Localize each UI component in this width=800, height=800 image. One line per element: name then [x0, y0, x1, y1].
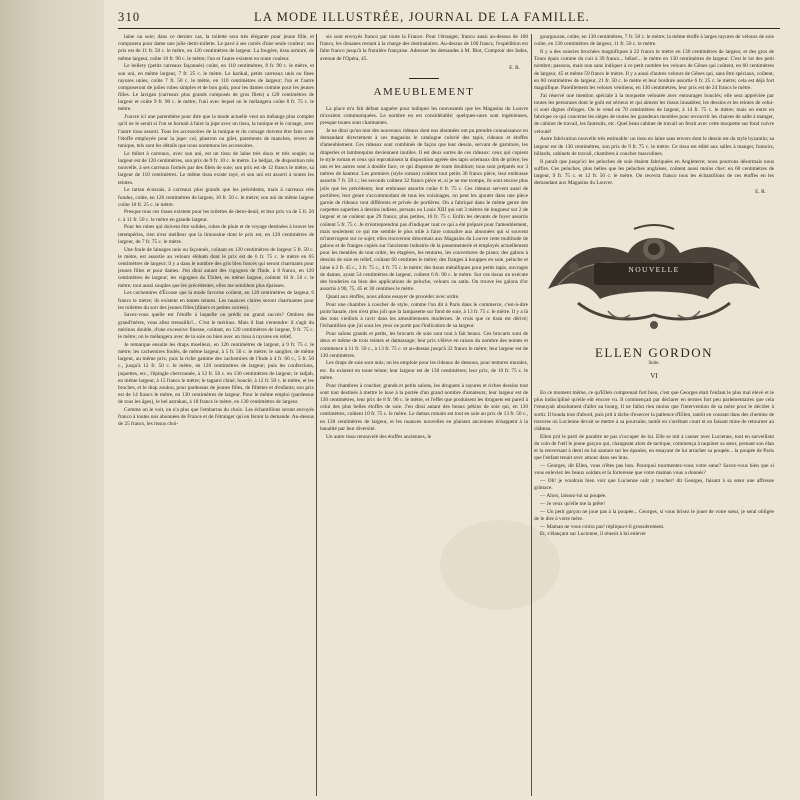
paragraph: Pour une chambre à coucher de style, comme l'on dit à Paris dans le commerce, c'est-à-dire point banale, rien n'est plus joli que la lampasette sur fond de soie, à 13 fr. 75 c. le mètre. Il y a là des tons vieillots à ravir dans les ameublements modernes. Je crois que ce tissu est dérivé; l'échantillon que j'ai sous les yeux ne porte pas l'indication de sa largeur. — [320, 301, 528, 330]
paragraph: J'ai réservé une mention spéciale à la moquette veloutée avec entourages bouclés; elle sera appréciée par toutes les personnes dont le goût est sérieux et qui aiment les tissus inusables; les dessins et les teintes de celui-ci sont dignes d'éloges. On le vend en 70 centimètres de largeur, à 14 fr. 75 c. le mètre; mais on entre en fabrique ce qui concerne les sièges de toutes les grandeurs meubles pour recouvrir les chaises de salle à manger, de cabinet de travail, les fauteuils, etc. Quel beau cabinet de travail on ferait avec cette moquette sur fond cuivre velouté! — [534, 92, 774, 135]
paragraph: Pour salons grands et petits, les brocarts de soie sont tout à fait beaux. Ces brocarts sont de deux et même de trois teintes et damassage; leur prix s'élève en raison du nombre des teintes et commence à 11 fr. 50 c., à 13 fr. 75 c. et au-dessus jusqu'à 32 francs le mètre; leur largeur est de 130 centimètres. — [320, 331, 528, 359]
paragraph: — Alors, laissez-lui sa poupée. — [540, 493, 607, 500]
paragraph: Pour les robes qui doivent être solides, robes de pluie et de voyage destinées à braver les intempéries, rien n'est meilleur que la limousine dont le prix est, en 120 centimètres de largeur, de 7 fr. 75 c. le mètre. — [118, 224, 314, 245]
vignette-label: NOUVELLE — [628, 264, 680, 274]
paragraph: La place m'a fait défaut naguère pour indiquer les nouveautés que les Magasins du Louvre m'avaient communiquées. Le nombre en est considérable; quelques-unes sont ingénieuses, presque toutes sont charmantes. — [320, 105, 528, 127]
page-fold-shadow — [0, 0, 104, 800]
paragraph: — Un petit garçon ne joue pas à la poupée... Georges, si vous brisez le jouet de votre sœur, je serai obligée de le dire à votre mère. — [534, 508, 774, 522]
paragraph: Un autre tissu renouvelé des étoffes anciennes, le — [326, 433, 432, 440]
paragraph: Je remarque ensuite les draps moelleux, en 120 centimètres de largeur, à 9 fr. 75 c. le mètre; les cachemires foulés, de même largeur, à 5 fr. 50 c. le mètre; le sanglier, de même largeur, au même prix; puis la riche gamme des cachemires de l'Inde à 4 fr. 60 c., 5 fr. 50 c., jusqu'à 12 fr. 50 c. le mètre, en 120 centimètres de largeur; puis les confections, jaquettes, etc., l'épingle chevronnée, à 12 fr. 50 c. en 130 centimètres de largeur; le tadjah, en même largeur, à 15 francs le mètre; le taganri chiné, bouclé, à 12 fr. 50 c. le mètre, et les broches, et le drap zoulou, pour pardessus de jeunes filles, de fillettes et d'enfants; son prix est de 14 francs le mètre, en 130 centimètres de largeur. Pour le même emploi (pardessus de tous les âges), le bel astrakan, à 18 francs le mètre, en 130 centimètres de largeur. — [118, 341, 314, 406]
chapter-number: VI — [650, 371, 658, 380]
paragraph: Quant aux étoffes, nous allons essayer de procéder avec ordre. — [326, 294, 460, 300]
column-divider — [531, 34, 532, 796]
paragraph: — Oh! je voudrais bien voir que Lucienne osât y toucher! dit Georges, faisant à sa sœur une affreuse grimace. — [534, 478, 774, 492]
paragraph: Le tartan écossais, à carreaux plus grands que les précédents, mais à carreaux très fondus, coûte, en 120 centimètres de largeur, 10 fr. 50 c. le mètre; son uni de même largeur coûte 10 fr. 25 c. le mètre. — [118, 187, 314, 208]
paragraph: Il y a des soieries brochées magnifiques à 22 francs le mètre en 130 centimètres de largeur, et des gros de Tours épais comme du cuir à 39 francs... hélas!... le mètre en 130 centimètres de largeur. C'est le lot des petit nombre; passons, mais non sans indiquer à ce petit nombre les velours de Gênes qui coûtent, en 60 centimètres de largeur, 45 et même 59 francs le mètre. Il y a aussi d'autres velours de Gênes qui, sans être spéciaux, coûtent, en 60 centimètres de largeur, 21 fr. 50 c. le mètre et leur bordure assortie 6 fr. 25 c. le mètre; cela est déjà fort magnifique. Pareillement les velours vénitiens, en 130 centimètres, leur prix est de 24 francs le mètre. — [534, 48, 774, 91]
header-rule — [118, 28, 780, 29]
signature: E. R. — [509, 64, 520, 71]
paragraph: Comme on le voit, on n'a plus que l'embarras du choix. Les échantillons seront envoyés franco à toutes nos abonnées de France et de l'étranger qui en feront la demande. Au-dessus de 25 francs, les tissus choi- — [118, 407, 314, 428]
paragraph: laine ou soie; dans ce dernier cas, la toilette sera très élégante pour jeune fille, et composera pour dame une jolie demi-toilette. Le pavé à ses carrés d'une seule couleur; son prix est de 11 fr. 50 c. le mètre, en 120 centimètres de largeur. La fougère, tissu armuré, de même largeur, coûte 10 fr. 90 c. le mètre; l'un et l'autre existent en toute couleur. — [118, 34, 314, 62]
paragraph: Une foule de lainages unis ou façonnés, coûtant en 120 centimètres de largeur 5 fr. 50 c. le mètre, est assortie au velours élébam dont le prix est de 6 fr. 75 c. le mètre en 65 centimètres de largeur; il y a dans le nombre des gris bleu foncés qui seront charmants pour jeunes filles et pour dames. J'en dirai autant des vigognes de l'Inde, à 8 francs, en 120 centimètres de largeur; les vigognes du Thibet, en même largeur, coûtent 10 fr. 50 c. le mètre; tout aussi souples que les précédentes, elles me semblent plus épaisses. — [118, 246, 314, 289]
paragraph: J'ouvre ici une parenthèse pour dire que la mode actuelle veut un mélange plus complet qu'il ne le serait si l'on se bornait à faire la jupe avec un tissu, la tunique et le corsage, avec l'autre tissu assorti. Tous les accessoires de la tunique et du corsage doivent être faits avec l'étoffe employée pour la jupe: col, plastron ou gilet, parements de manches, revers de tunique, tels sont les détails que nous nommons les accessoires. — [118, 114, 314, 149]
column-middle — [320, 34, 528, 796]
section-separator — [409, 78, 439, 79]
paragraph: En ce moment même, ce qu'Ellen comprenait fort bien, c'est que Georges était l'enfant le plus mal élevé et le plus indiscipliné qu'elle eût encore vu. Il commençait par déclarer en termes fort peu parlementaires que cela l'ennuyait absolument d'aller au bourg. Il ne fallut rien moins que l'intervention de sa mère pour le décider à sortir. Il bouda tout d'abord, puis prit à tâche d'exercer la patience d'Ellen, tantôt en courant dans des chemins de traverse où Lucienne devait se mettre à sa poursuite, tantôt en s'arrêtant court et en faisant mine de retourner au château. — [534, 390, 774, 432]
column-left — [118, 34, 314, 796]
paragraph: — Maman ne vous croira pas! répliqua-t-il grossièrement. — [540, 523, 665, 530]
nouvelle-vignette — [538, 219, 770, 337]
paragraph: Les cachemires d'Écosse que la mode favorise coûtent, en 120 centimètres de largeur, 6 francs le mètre; ils existent en toutes teintes. Les nuances claires seront charmantes pour les toilettes du soir des jeunes filles (dîners et petites soirées). — [118, 290, 314, 311]
paragraph: Pour chambres à coucher, grands et petits salons, les droguets à rayures et riches dessins tout sont tout destinés à mettre le luxe à la portée d'un grand nombre d'amateurs; leur largeur est de 130 centimètres, leur prix de 8 fr. 90 c. le mètre, et l'effet que produisent les droguets est pareil à celui des plus belles étoffes de soie. J'en dirai autant des beaux pékins de soie qui, en 130 centimètres, coûtent 10 fr. 75 c. le mètre. Le damas romain est tout en soie au prix de 13 fr. 50 c., en 130 centimètres de largeur, et les nuances nouvelles en plaisent anciennes échappent à la banalité par leur diversité. — [320, 382, 528, 432]
signature: E. R. — [755, 189, 766, 196]
page-number: 310 — [118, 10, 141, 24]
column-divider — [316, 34, 317, 796]
paragraph: — Je veux qu'elle me la prête! — [540, 500, 606, 507]
paragraph: gourgouran, coûte, en 130 centimètres, 7 fr. 50 c. le mètre; la même étoffe à larges rayures de velours de soie coûte, en 130 centimètres de largeur, 11 fr. 50 c. le mètre. — [534, 34, 774, 48]
paragraph: Savez-vous quelle est l'étoffe à laquelle on prédit un grand succès? Ombres des grand'mères, vous allez tressaillir!... C'est le mérinos. Mais il faut s'entendre: il s'agit du mérinos double, d'une excessive finesse, coûtant, en 120 centimètres de largeur, 9 fr. 75 c. le mètre; on le mélangera avec de la soie ou bien avec un tissu à rayures en relief. — [118, 312, 314, 341]
section-title: AMEUBLEMENT — [373, 85, 475, 98]
novel-byline: Suite. — [648, 360, 660, 366]
column-right — [534, 34, 774, 796]
paragraph: Les draps de soie sont unis; on les emploie pour les rideaux de dessous, pour tentures murales, etc. Ils existent en toute teinte; leur largeur est de 130 centimètres; leur prix, de 10 fr. 75 c. le mètre. — [320, 360, 528, 381]
ornament-vignette-icon — [538, 219, 770, 337]
paragraph: Ellen prit le parti de paraître ne pas s'occuper de lui. Elle se mit à causer avec Lucienne, tout en surveillant du coin de l'œil le jeune garçon qui, changeant alors de tactique, commença à taquiner sa sœur, prenant son élan et la renversant à demi en lui sautant sur les épaules, en essayant de lui arracher sa poupée... la poupée de Paris que l'enfant tenait avec amour dans ses bras. — [534, 433, 774, 462]
page-header — [118, 10, 780, 28]
paragraph: — Georges, dit Ellen, vous n'êtes pas bon. Pourquoi tourmentez-vous votre sœur? Savez-vous bien que si vous enleviez les beaux soldats et la forteresse que votre maman vous a donnés? — [534, 463, 774, 477]
novel-title: ELLEN GORDON — [594, 344, 713, 360]
paragraph: sis sont envoyés franco par toute la France. Pour l'étranger, franco aussi au-dessus de 100 francs, les douanes restant à la charge des destinataires. Au-dessus de 100 francs, l'expédition est faite franco jusqu'à la frontière française. Adresser les demandes à M. Blot, Comptoir des Indes, avenue de l'Opéra, 45. — [320, 34, 528, 62]
paragraph: Et, s'élançant sur Lucienne, il réussit à lui enlever — [540, 531, 647, 538]
paragraph: Le thibet à carreaux, avec son uni, est un tissu de laine très doux et très souple; sa largeur est de 120 centimètres, son prix de 9 fr. 10 c. le mètre. Le hédjaz, de disposition très nouvelle, à ses carreaux formés par des filets de soie; son prix est de 12 francs le mètre, sa largeur de 110 centimètres. Le même tissu existe rayé, et son uni est assorti à toutes les teintes. — [118, 150, 314, 186]
running-title: LA MODE ILLUSTRÉE, JOURNAL DE LA FAMILLE. — [254, 10, 590, 24]
paragraph: Le bellery (petits carreaux façonnés) coûte, en 110 centimètres, 8 fr. 90 c. le mètre, et son uni, en même largeur, 7 fr. 25 c. le mètre. Le karikal, petits carreaux unis ou fines rayures unies, coûte 7 fr. 50 c. le mètre, en 110 centimètres de largeur; l'un et l'autre composeront de jolies robes simples et de bon goût, pour les dames comme pour les jeunes filles. Le lavigan (carreaux plus grands composés de gros filets) a 120 centimètres de largeur et coûte 9 fr. 90 c. le mètre; l'uni avec lequel on le mélangera coûte 8 fr. 75 c. le mètre. — [118, 63, 314, 113]
paragraph: Je ne dirai qu'un mot des nouveaux rideaux dont nos abonnées ont pu prendre connaissance en demandant directement à ces magasins le catalogue colorié des tapis, rideaux et étoffes d'ameublement. Ces rideaux sont combinés de façon que leur dessin, servant de garniture, les draperies et lambrequins deviennent inutiles. Il est deux sortes de ces rideaux: ceux qui copient le style roman et ceux qui reproduisent la disposition agréée des tapis orientaux dits de prière; les uns et les autres sont à double face, ce qui dispense de toute doublure; tous sont préparés sur 3 mètres de hauteur. Les premiers (style roman) coûtent tout petits 36 francs pièce, leur embrasse assortie 7 fr. 50 c.; les seconds coûtent 32 francs pièce et, si je ne me trompe, ils sont encore plus jolis que les précédents; leur embrasse assortie coûte 6 fr. 75 c. Ces rideaux servent aussi de portières; leur genre s'accommodant de tous les voisinages, on peut les ajouter dans une pièce garnie de rideaux tout différents et privée de portières. On a fabriqué dans le même genre des carpettes superbes à dessins indiens, persans ou Louis XIII qui ont 3 mètres de longueur sur 2 de largeur et ne coûtent que 29 francs; plus petites, 16 fr. 75 c. Enfin les devants de foyer assortis coûtent 5 fr. 75 c. Je m'entreprendrai pas d'indiquer tout ce qui a été préparé pour l'ameublement, mais seulement ce qui me semble le plus utile à faire connaître aux abonnées qui si souvent m'interrogent sur ce sujet; elles trouveront désormais aux Magasins du Louvre cette multitude de galons et de franges copiés sur l'ancienne industrie de la passementerie et employés actuellement pour les meubles de tout ordre, les étagères, les tentures, les couvertures de piano; des galons à dessins de soie en relief, coûtant 60 centimes le mètre; des franges à houppes en soie, peluche et laine à 2 fr. 45 c., 3 fr. 75 c., 4 fr. 75 c. le mètre; des tissus métalliques pour petits tapis, ouvrages de dames, ayant 54 centimètres de largeur, coûtent 6 fr. 90 c. le mètre. Sur ces tissus on exécute des broderies ou bien des applications de peluche, velours ou satin. On trouve les galons d'or assortis à 90, 75, 45 et 30 centimes le mètre. — [320, 128, 528, 293]
paragraph: Il paraît que jusqu'ici les peluches de soie étaient fabriquées en Angleterre; nous pourrons désormais nous suffire. Ces peluches, plus belles que les peluches anglaises, coûtent aussi moins cher: en 60 centimètres de largeur, 9 fr. 75 c. et 12 fr. 50 c. le mètre. On recevra franco tous les échantillons de ces étoffes en les demandant aux Magasins du Louvre. — [534, 158, 774, 187]
paragraph: Autre fabrication nouvelle très estimable: un tissu en laine sans envers dont le dessin est du style byzantin; sa largeur est de 130 centimètres, son prix de 9 fr. 75 c. le mètre. Ce tissu est édité aux salles à manger, fumoirs, billards, cabinets de travail, chambres à coucher masculines. — [534, 136, 774, 157]
paragraph: Presque tous ces tissus existent pour les toilettes de demi-deuil, et leur prix va de 5 fr. 50 c. à 11 fr. 50 c. le mètre en grande largeur. — [118, 209, 314, 223]
